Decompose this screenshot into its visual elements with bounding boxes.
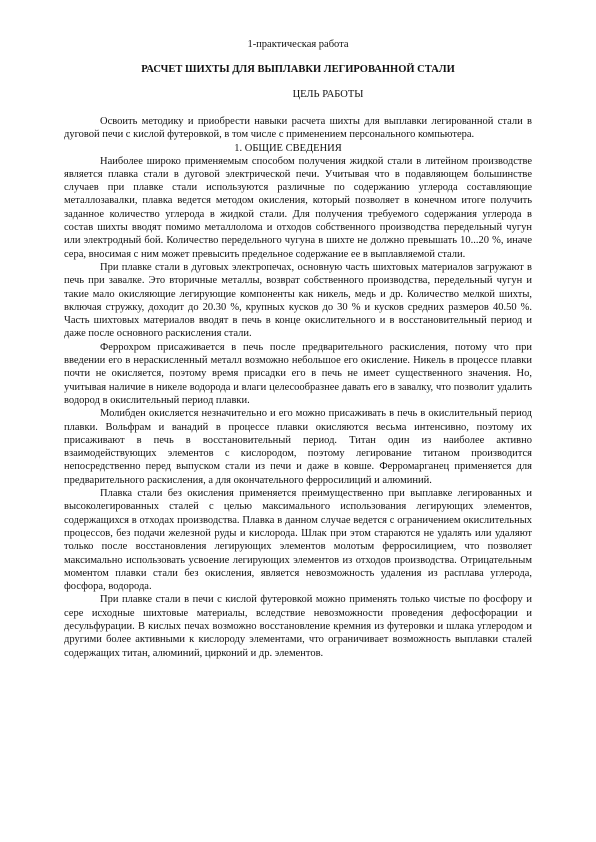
body-paragraph-5: Плавка стали без окисления применяется преимущественно при выплавке легированных и высоколегированных сталей с целью максимального использования легирующих элементов, содержащихся в отходах производства. Плавка в данном случае ведется с ограничением окислительных процессов, без подачи железной руды и кислорода. Шлак при этом стараются не удалять или удаляют только после восстановления легирующих элементов молотым ферросилицием, что позволяет максимально использовать усвоение легирующих элементов из отходов производства. Отрицательным моментом плавки стали без окисления, является невозможность удаления из расплава углерода, фосфора, водорода. — [64, 488, 532, 593]
work-number-label: 1-практическая работа — [247, 39, 349, 50]
document-page — [64, 38, 532, 660]
body-paragraph-2: При плавке стали в дуговых электропечах, основную часть шихтовых материалов загружают в печь при завалке. Это вторичные металлы, возврат собственного производства, передельный чугун и такие мало окисляющие легирующие компоненты как никель, медь и др. Количество мелкой шихты, включая стружку, доходит до 20.30 %, крупных кусков до 30 % и кусков средних размеров 40.50 %. Часть шихтовых материалов вводят в печь в конце окислительного и в восстановительный период и даже после основного раскисления стали. — [64, 261, 532, 340]
body-paragraph-3: Феррохром присаживается в печь после предварительного раскисления, потому что при введении его в нераскисленный металл возможно небольшое его окисление. Никель в процессе плавки почти не окисляется, поэтому время присадки его в печь не имеет существенного значения. Но, учитывая наличие в никеле водорода и влаги целесообразнее давать его в завалку, что позволит удалить водород в окислительный период плавки. — [64, 341, 532, 406]
goal-heading: ЦЕЛЬ РАБОТЫ — [292, 89, 364, 100]
body-paragraph-1: Наиболее широко применяемым способом получения жидкой стали в литейном производстве является плавка стали в дуговой электрической печи. Учитывая что в подавляющем большинстве случаев при плавке стали используются различные по содержанию углерода составляющие металлозавалки, плавка ведется методом окисления, который позволяет в конечном итоге получить заданное количество углерода в жидкой стали. Для получения требуемого содержания углерода в состав шихты вводят помимо металлолома и отходов собственного производства передельный чугун или электродный бой. Количество передельного чугуна в шихте не должно превышать 10...20 %, иначе сера, вносимая с ним может превысить предельное содержание ее в выплавляемой стали. — [64, 155, 532, 260]
body-paragraph-6: При плавке стали в печи с кислой футеровкой можно применять только чистые по фосфору и сере исходные шихтовые материалы, вследствие невозможности проведения дефосфорации и десульфурации. В кислых печах возможно восстановление кремния из футеровки и шлака углеродом и другими более активными к кислороду элементами, что ограничивает возможность выплавки сталей содержащих титан, алюминий, цирконий и др. элементов. — [64, 594, 532, 659]
goal-paragraph: Освоить методику и приобрести навыки расчета шихты для выплавки легированной стали в дуговой печи с кислой футеровкой, в том числе с применением персонального компьютера. — [64, 116, 532, 141]
body-paragraph-4: Молибден окисляется незначительно и его можно присаживать в печь в окислительный период плавки. Вольфрам и ванадий в процессе плавки окисляются весьма интенсивно, поэтому их присаживают в печь в восстановительный период. Титан один из наиболее активно взаимодействующих элементов с кислородом, поэтому легирование титаном производится непосредственно перед выпуском стали из печи и даже в ковше. Ферромарганец применяется для предварительного раскисления, а для окончательного ферросилиций и алюминий. — [64, 408, 532, 486]
document-title: РАСЧЕТ ШИХТЫ ДЛЯ ВЫПЛАВКИ ЛЕГИРОВАННОЙ СТАЛИ — [141, 64, 455, 75]
section-heading-general: 1. ОБЩИЕ СВЕДЕНИЯ — [234, 142, 342, 154]
